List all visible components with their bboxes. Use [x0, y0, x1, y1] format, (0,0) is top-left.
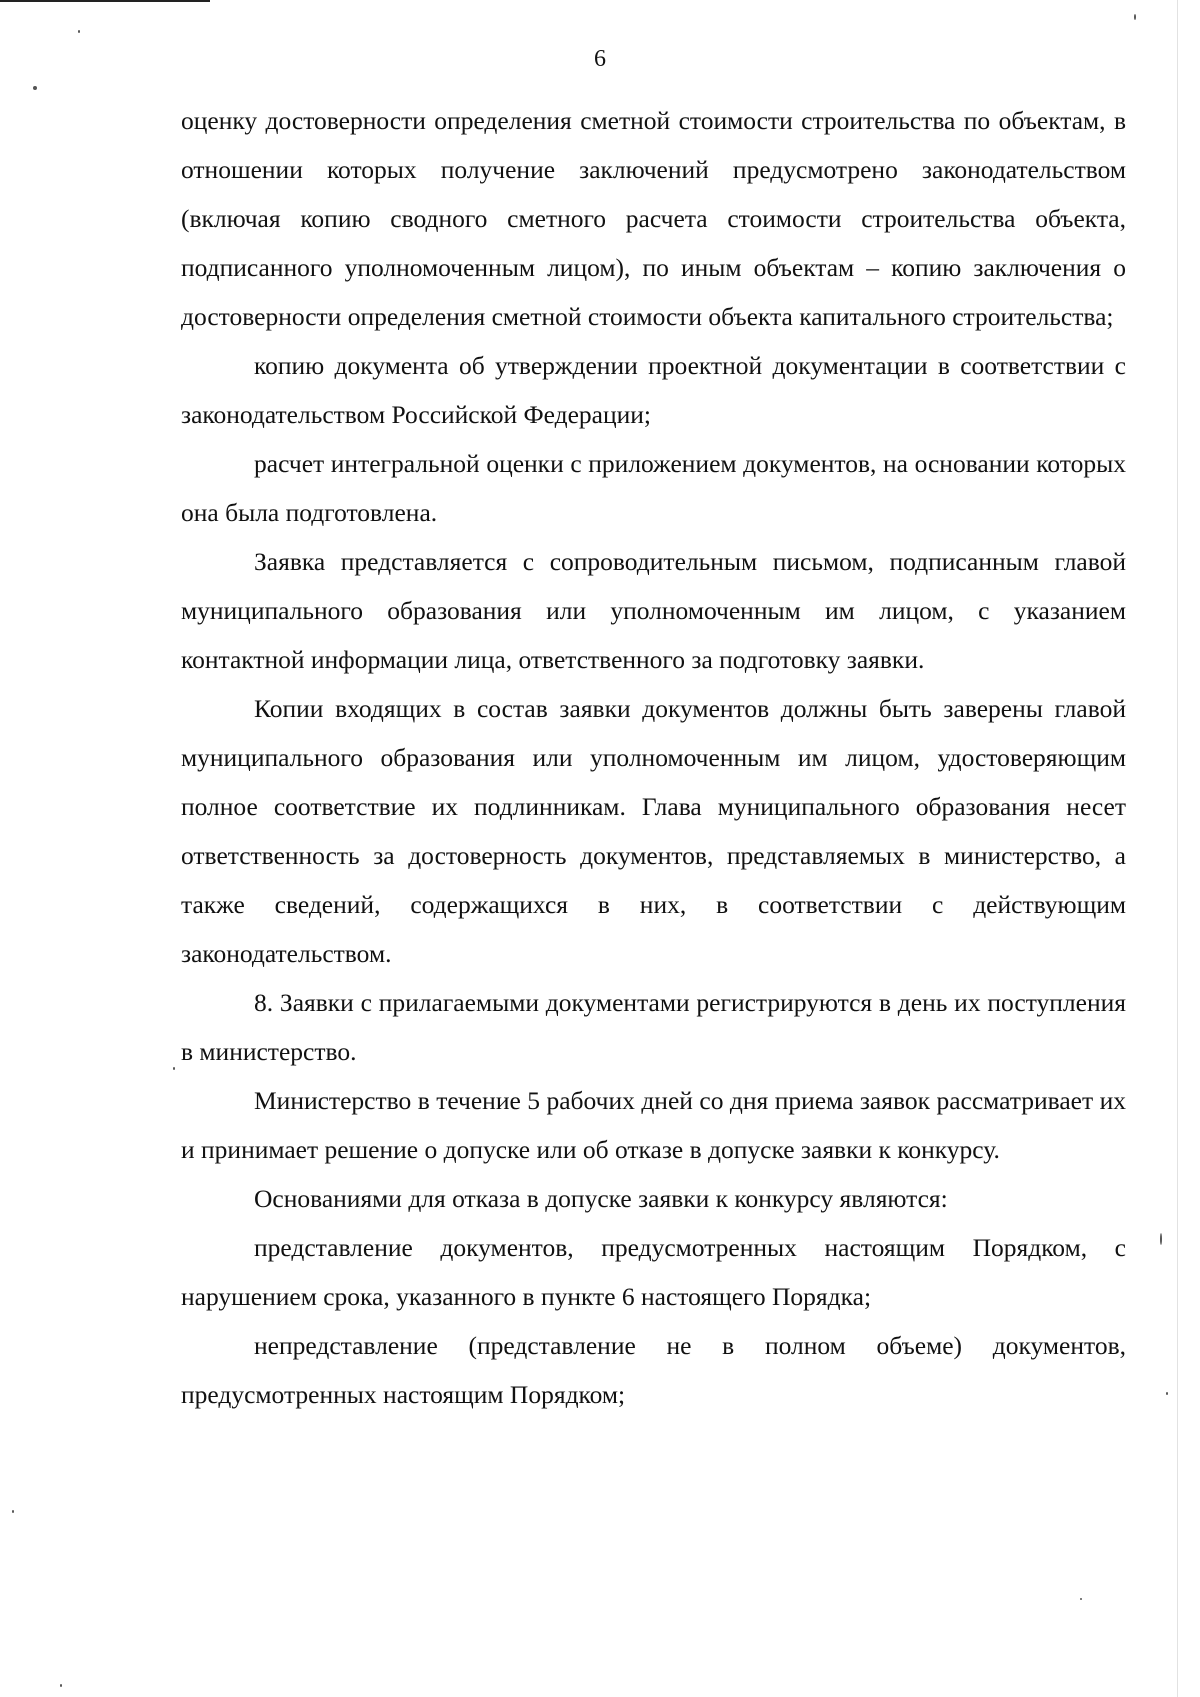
scan-speck	[1166, 1392, 1168, 1395]
paragraph-estimate-reliability: оценку достоверности определения сметной стоимости строительства по объектам, в отношении которых получение заключений предусмотрено законодательством (включая копию сводного сметного расчета стоимости строительства объекта, подписанного уполномоченным лицом), по иным объектам – копию заключения о достоверности определения сметной стоимости объекта капитального строительства;	[181, 106, 1126, 331]
page-number: 6	[594, 46, 606, 72]
paragraph-cover-letter: Заявка представляется с сопроводительным письмом, подписанным главой муниципального образования или уполномоченным им лицом, с указанием контактной информации лица, ответственного за подготовку заявки.	[181, 547, 1126, 674]
paragraph-integral-assessment: расчет интегральной оценки с приложением документов, на основании которых она была подготовлена.	[181, 449, 1126, 527]
scan-speck	[33, 86, 37, 90]
document-body	[181, 96, 1126, 1419]
scan-speck	[1160, 1233, 1162, 1245]
scan-page-edge	[1177, 0, 1178, 1697]
paragraph-refusal-grounds: Основаниями для отказа в допуске заявки к конкурсу являются:	[254, 1184, 948, 1213]
scan-speck	[1134, 14, 1136, 20]
scan-speck	[173, 1067, 175, 1070]
scan-speck	[12, 1510, 14, 1513]
scan-speck	[60, 1684, 62, 1687]
scan-speck	[1080, 1598, 1082, 1600]
paragraph-certified-copies: Копии входящих в состав заявки документов должны быть заверены главой муниципального образования или уполномоченным им лицом, удостоверяющим полное соответствие их подлинникам. Глава муниципального образования несет ответственность за достоверность документов, представляемых в министерство, а также сведений, содержащихся в них, в соответствии с действующим законодательством.	[181, 694, 1126, 968]
scan-speck	[78, 30, 80, 33]
scan-border-mark	[0, 0, 210, 2]
paragraph-ministry-review: Министерство в течение 5 рабочих дней со дня приема заявок рассматривает их и принимает решение о допуске или об отказе в допуске заявки к конкурсу.	[181, 1086, 1126, 1164]
paragraph-late-submission: представление документов, предусмотренных настоящим Порядком, с нарушением срока, указанного в пункте 6 настоящего Порядка;	[181, 1233, 1126, 1311]
paragraph-incomplete-documents: непредставление (представление не в полном объеме) документов, предусмотренных настоящим Порядком;	[181, 1331, 1126, 1409]
paragraph-project-approval-copy: копию документа об утверждении проектной документации в соответствии с законодательством Российской Федерации;	[181, 351, 1126, 429]
paragraph-item-8-registration: 8. Заявки с прилагаемыми документами регистрируются в день их поступления в министерство.	[181, 988, 1126, 1066]
